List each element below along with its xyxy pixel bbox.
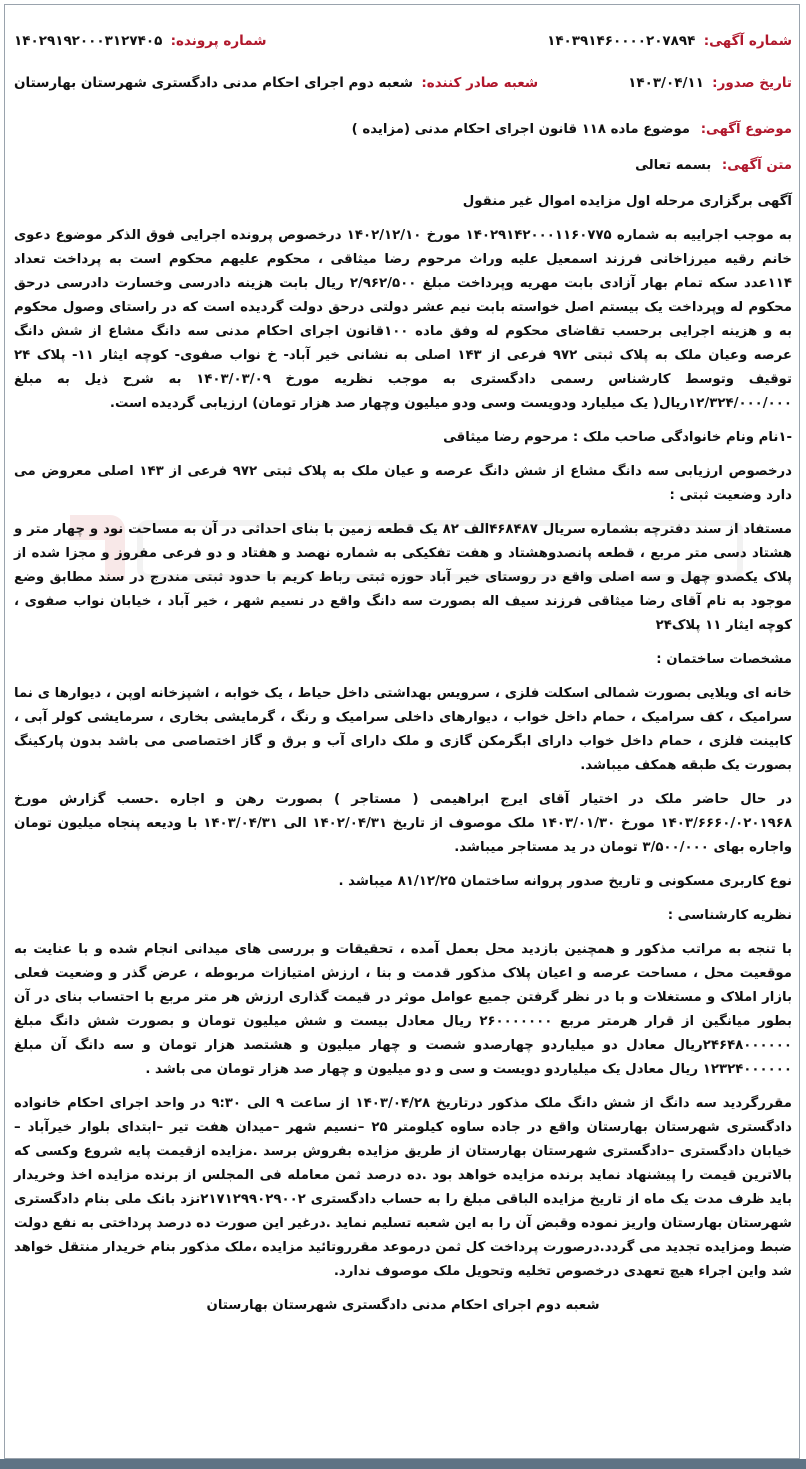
ad-header — [14, 30, 792, 114]
ad-number-label: شماره آگهی: — [703, 33, 792, 49]
paragraph-registration-status: مستفاد از سند دفترچه بشماره سریال ۴۶۸۴۸۷الف ۸۲ یک قطعه زمین با بنای احداثی در آن به مساحت نود و چهار متر و هشتاد دسی متر مربع ، قطعه پانصدوهشتاد و هفت تفکیکی به شماره نهصد و هفتاد و دو فرعی مفروز و مجزا شده از پلاک یکصدو چهل و سه اصلی واقع در روستای خیر آباد حوزه ثبتی رباط کریم با حدود ثبتی مندرج در سند مطابق وضع موجود به نام آقای رضا میثاقی فرزند سیف اله بصورت سه دانگ واقع در نسیم شهر ، خیر آباد ، خیابان نواب صفوی ، کوچه ایثار ۱۱ پلاک۲۴ — [14, 522, 793, 633]
paragraph-auction-terms: مقررگردید سه دانگ از شش دانگ ملک مذکور درتاریخ ۱۴۰۳/۰۴/۲۸ از ساعت ۹ الی ۹:۳۰ در واحد اجرای احکام خانواده دادگستری شهرستان بهارستان واقع در جاده ساوه کیلومتر ۲۵ –نسیم شهر –میدان هفت تیر –ابتدای بلوار خیرآباد – خیابان دادگستری –دادگستری شهرستان بهارستان از طریق مزایده بفروش برسد .مزایده ازقیمت پایه شروع وکسی که بالاترین قیمت را پیشنهاد نماید برنده مزایده خواهد بود .ده درصد ثمن معامله فی المجلس از برنده مزایده اخذ وخریدار باید ظرف مدت یک ماه از تاریخ مزایده الباقی مبلغ را به حساب دادگستری ۲۱۷۱۲۹۹۰۲۹۰۰۲نزد بانک ملی بنام دادگستری شهرستان بهارستان واریز نموده وقبض آن را به این شعبه تسلیم نماید .درغیر این صورت ده درصد پرداختی به نفع دولت ضبط ومزایده تجدید می گردد.درصورت پرداخت کل ثمن درموعد مقرروتائید مزایده ،ملک مذکور بنام خریدار منتقل خواهد شد واین اجراء هیچ تعهدی درخصوص تخلیه وتحویل ملک موصوف ندارد. — [14, 1096, 793, 1279]
issuer — [14, 72, 538, 94]
header-row-1 — [14, 30, 792, 52]
heading-expert-opinion: نظریه کارشناسی : — [667, 908, 792, 923]
case-number-label: شماره پرونده: — [170, 33, 267, 49]
paragraph-tenant: در حال حاضر ملک در اختیار آقای ایرج ابراهیمی ( مستاجر ) بصورت رهن و اجاره .حسب گزارش مورخ ۱۴۰۳/۶۶۶۰/۰۲۰۱۹۶۸ مورخ ۱۴۰۳/۰۱/۳۰ ملک موصوف از تاریخ ۱۴۰۲/۰۴/۳۱ الی ۱۴۰۳/۰۴/۳۱ با ودیعه پنجاه میلیون تومان واجاره بهای ۳/۵۰۰/۰۰۰ تومان در ید مستاجر میباشد. — [14, 792, 792, 855]
signature: شعبه دوم اجرای احکام مدنی دادگستری شهرستان بهارستان — [206, 1298, 600, 1313]
paragraph-execution-order: به موجب اجراییه به شماره ۱۴۰۲۹۱۴۲۰۰۰۱۱۶۰۷۷۵ مورخ ۱۴۰۲/۱۲/۱۰ درخصوص پرونده اجرایی فوق الذکر موضوع دعوی خانم رقیه میرزاخانی فرزند اسمعیل علیه وراث مرحوم رضا میثاقی ، محکوم علیهم محکوم است به پرداخت تعداد ۱۱۴عدد سکه تمام بهار آزادی بابت مهریه وپرداخت مبلغ ۲/۹۶۲/۵۰۰ ریال بابت هزینه دادرسی وخسارت دادرسی درحق محکوم له وپرداخت یک بیستم اصل خواسته بابت نیم عشر دولتی درحق دولت گردیده است که در راستای وصول محکوم به و هزینه اجرایی برحسب تقاضای محکوم له وفق ماده ۱۰۰قانون اجرای احکام مدنی سه دانگ مشاع از شش دانگ عرصه وعیان ملک به پلاک ثبتی ۹۷۲ فرعی از ۱۴۳ اصلی به نشانی خیر آباد- خ نواب صفوی- کوچه ایثار ۱۱- پلاک ۲۴ توقیف وتوسط کارشناس رسمی دادگستری به موجب نظریه مورخ ۱۴۰۳/۰۳/۰۹ به شرح ذیل به مبلغ ۱۲/۳۲۴/۰۰۰/۰۰۰ریال( یک میلیارد ودویست وسی ودو میلیون وچهار صد هزار تومان) ارزیابی گردیده است. — [14, 228, 793, 411]
ad-content — [14, 118, 792, 1328]
issuer-label: شعبه صادر کننده: — [421, 75, 539, 91]
subject-value: موضوع ماده ۱۱۸ قانون اجرای احکام مدنی (مزایده ) — [351, 122, 691, 137]
paragraph-building-specs: خانه ای ویلایی بصورت شمالی اسکلت فلزی ، سرویس بهداشتی داخل حیاط ، یک خوابه ، اشپزخانه اوپن ، دیوارها ی نما سرامیک ، کف سرامیک ، حمام داخل خواب ، دیوارهای داخلی سرامیک و رنگ ، گرمایشی بخاری ، سرمایشی کولر آبی ، کابینت فلزی ، حمام داخل خواب دارای ابگرمکن گازی و ملک دارای آب و برق و گاز اختصاصی می باشد بدون پارکینگ بصورت یک طبقه همکف میباشد. — [14, 686, 792, 773]
heading-building-specs: مشخصات ساختمان : — [656, 652, 792, 667]
bottom-strip — [0, 1459, 806, 1469]
header-row-2 — [14, 72, 792, 94]
subject-line — [14, 118, 792, 142]
paragraph-owner-name: -۱نام ونام خانوادگی صاحب ملک : مرحوم رضا میثاقی — [443, 430, 792, 445]
paragraph-usage-type: نوع کاربری مسکونی و تاریخ صدور پروانه ساختمان ۸۱/۱۲/۲۵ میباشد . — [338, 874, 792, 889]
body-text-label: متن آگهی: — [721, 158, 792, 173]
ad-number — [547, 30, 792, 52]
subject-label: موضوع آگهی: — [700, 122, 792, 137]
body-text-value: بسمه تعالی — [635, 158, 712, 173]
issuer-value: شعبه دوم اجرای احکام مدنی دادگستری شهرستان بهارستان — [14, 75, 414, 91]
paragraph-valuation-intro: درخصوص ارزیابی سه دانگ مشاع از شش دانگ عرصه و عیان ملک به پلاک ثبتی ۹۷۲ فرعی از ۱۴۳ اصلی معروض می دارد وضعیت ثبتی : — [14, 464, 792, 503]
issue-date — [628, 72, 792, 94]
paragraph-expert-opinion: با تنجه به مراتب مذکور و همچنین بازدید محل بعمل آمده ، تحقیقات و بررسی های میدانی انجام شده و با عنایت به موقعیت محل ، مساحت عرصه و اعیان پلاک مذکور قدمت و بنا ، ارزش امتیازات مربوطه ، عرض گذر و وضعیت فعلی بازار املاک و مستغلات و با در نظر گرفتن جمیع عوامل موثر در قیمت گذاری ارزش هر متر مربع با احتساب بنای در آن بطور میانگین از قرار هرمتر مربع ۲۶۰۰۰۰۰۰۰ ریال معادل بیست و شش میلیون تومان و بصورت شش دانگ مبلغ ۲۴۶۴۸۰۰۰۰۰۰ریال معادل دو میلیاردو چهارصدو شصت و چهار میلیون و هشتصد هزار تومان و سه دانگ آن مبلغ ۱۲۳۲۴۰۰۰۰۰۰ ریال معادل یک میلیاردو دویست و سی و دو میلیون و چهار صد هزار تومان می باشد . — [14, 942, 792, 1077]
case-number-value: ۱۴۰۲۹۱۹۲۰۰۰۳۱۲۷۴۰۵ — [14, 33, 163, 49]
issue-date-label: تاریخ صدور: — [712, 75, 792, 91]
body-text-line — [14, 154, 792, 178]
issue-date-value: ۱۴۰۳/۰۴/۱۱ — [628, 75, 704, 91]
auction-title: آگهی برگزاری مرحله اول مزایده اموال غیر منقول — [462, 194, 792, 209]
ad-number-value: ۱۴۰۳۹۱۴۶۰۰۰۰۲۰۷۸۹۴ — [547, 33, 696, 49]
case-number — [14, 30, 267, 52]
